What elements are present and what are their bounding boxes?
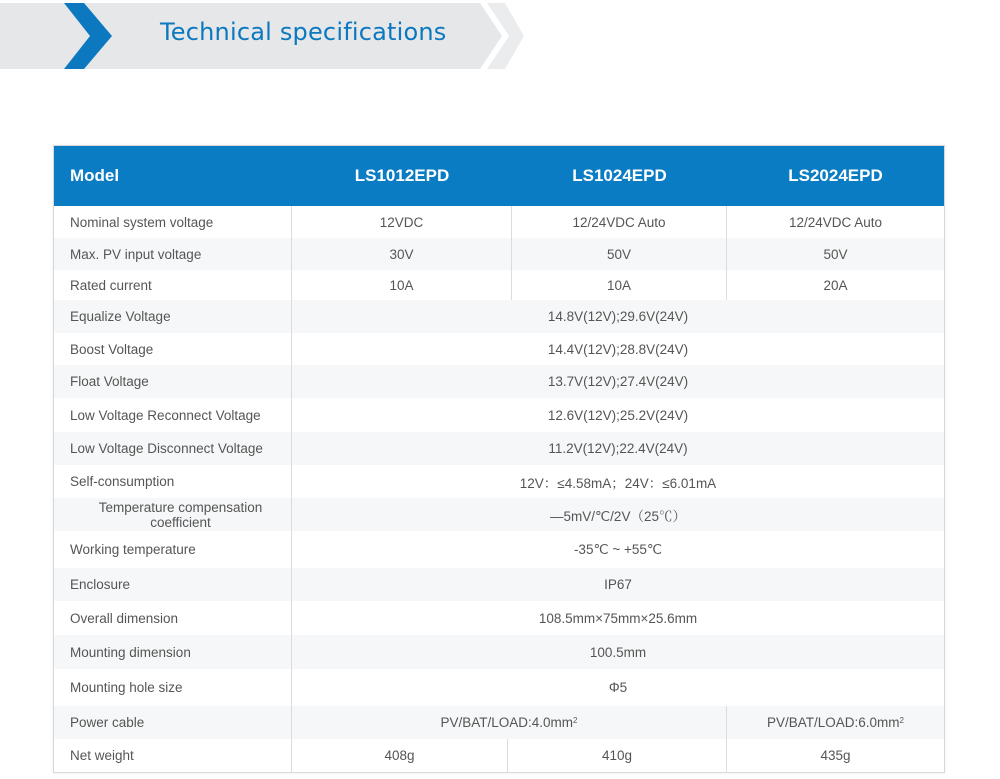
cell-value: 12.6V(12V);25.2V(24V) [547, 407, 689, 423]
cell-value: 14.8V(12V);29.6V(24V) [547, 309, 689, 324]
row-label: Mounting hole size [54, 669, 292, 706]
table-row [54, 739, 944, 772]
column-header-ls1024epd: LS1024EPD [572, 166, 667, 185]
cell-value: —5mV/℃/2V（25℃） [550, 508, 686, 524]
table-row [54, 432, 944, 465]
table-row [54, 706, 944, 739]
row-label: Low Voltage Reconnect Voltage [54, 398, 292, 432]
cell-value: Φ5 [608, 680, 628, 695]
row-label: Boost Voltage [54, 333, 292, 365]
table-row [54, 465, 944, 498]
cell-value [292, 706, 727, 739]
row-label: Working temperature [54, 531, 292, 568]
page-title: Technical specifications [160, 18, 447, 46]
table-row [54, 669, 944, 706]
superscript: 2 [899, 716, 904, 725]
cell-value: 10A [512, 270, 727, 300]
table-row [54, 270, 944, 300]
row-label: Equalize Voltage [54, 300, 292, 333]
cell-value: 30V [292, 238, 512, 270]
cell-value: 12V：≤4.58mA；24V：≤6.01mA [519, 475, 717, 491]
cell-value: IP67 [604, 577, 632, 592]
row-label: Nominal system voltage [54, 206, 292, 238]
column-header-model: Model [70, 166, 120, 185]
cell-value: 12/24VDC Auto [788, 214, 883, 230]
cell-text: PV/BAT/LOAD:4.0mm [440, 715, 574, 730]
cell-value: 435g [820, 748, 851, 763]
row-label: Enclosure [54, 568, 292, 601]
table-header [54, 146, 944, 206]
cell-value: -35℃ ~ +55℃ [573, 541, 663, 557]
table-row [54, 365, 944, 398]
cell-text: PV/BAT/LOAD:6.0mm [767, 715, 900, 730]
column-header-ls2024epd: LS2024EPD [788, 166, 883, 185]
table-row [54, 333, 944, 365]
cell-value [727, 706, 944, 739]
cell-value: 50V [823, 246, 848, 262]
table-row [54, 568, 944, 601]
cell-value: 108.5mm×75mm×25.6mm [538, 610, 698, 626]
row-label: Temperature compensation coefficient [54, 498, 292, 531]
section-banner [0, 0, 530, 75]
row-label: Low Voltage Disconnect Voltage [54, 432, 292, 465]
column-header-ls1012epd: LS1012EPD [354, 166, 450, 185]
table-row [54, 531, 944, 568]
row-label: Net weight [54, 739, 292, 772]
row-label: Max. PV input voltage [54, 238, 292, 270]
cell-value: 410g [508, 739, 727, 772]
table-row [54, 206, 944, 238]
table-row [54, 635, 944, 669]
row-label: Mounting dimension [54, 635, 292, 669]
superscript: 2 [573, 716, 578, 725]
cell-value: 13.7V(12V);27.4V(24V) [547, 374, 689, 389]
table-row [54, 398, 944, 432]
table-row [54, 601, 944, 635]
row-label: Self-consumption [54, 465, 292, 498]
cell-value: 50V [512, 238, 727, 270]
table-row [54, 300, 944, 333]
cell-value: 10A [292, 270, 512, 300]
row-label: Power cable [54, 706, 292, 739]
cell-value: 100.5mm [589, 644, 647, 660]
row-label: Rated current [54, 270, 292, 300]
cell-value: 12/24VDC Auto [512, 206, 727, 238]
specifications-table [53, 145, 945, 773]
cell-value: 11.2V(12V);22.4V(24V) [548, 441, 688, 456]
cell-value: 12VDC [292, 206, 512, 238]
cell-value: 14.4V(12V);28.8V(24V) [547, 341, 689, 357]
cell-value: 20A [823, 277, 848, 293]
table-row [54, 238, 944, 270]
cell-value: 408g [292, 739, 508, 772]
table-row [54, 498, 944, 531]
row-label: Float Voltage [54, 365, 292, 398]
row-label: Overall dimension [54, 601, 292, 635]
